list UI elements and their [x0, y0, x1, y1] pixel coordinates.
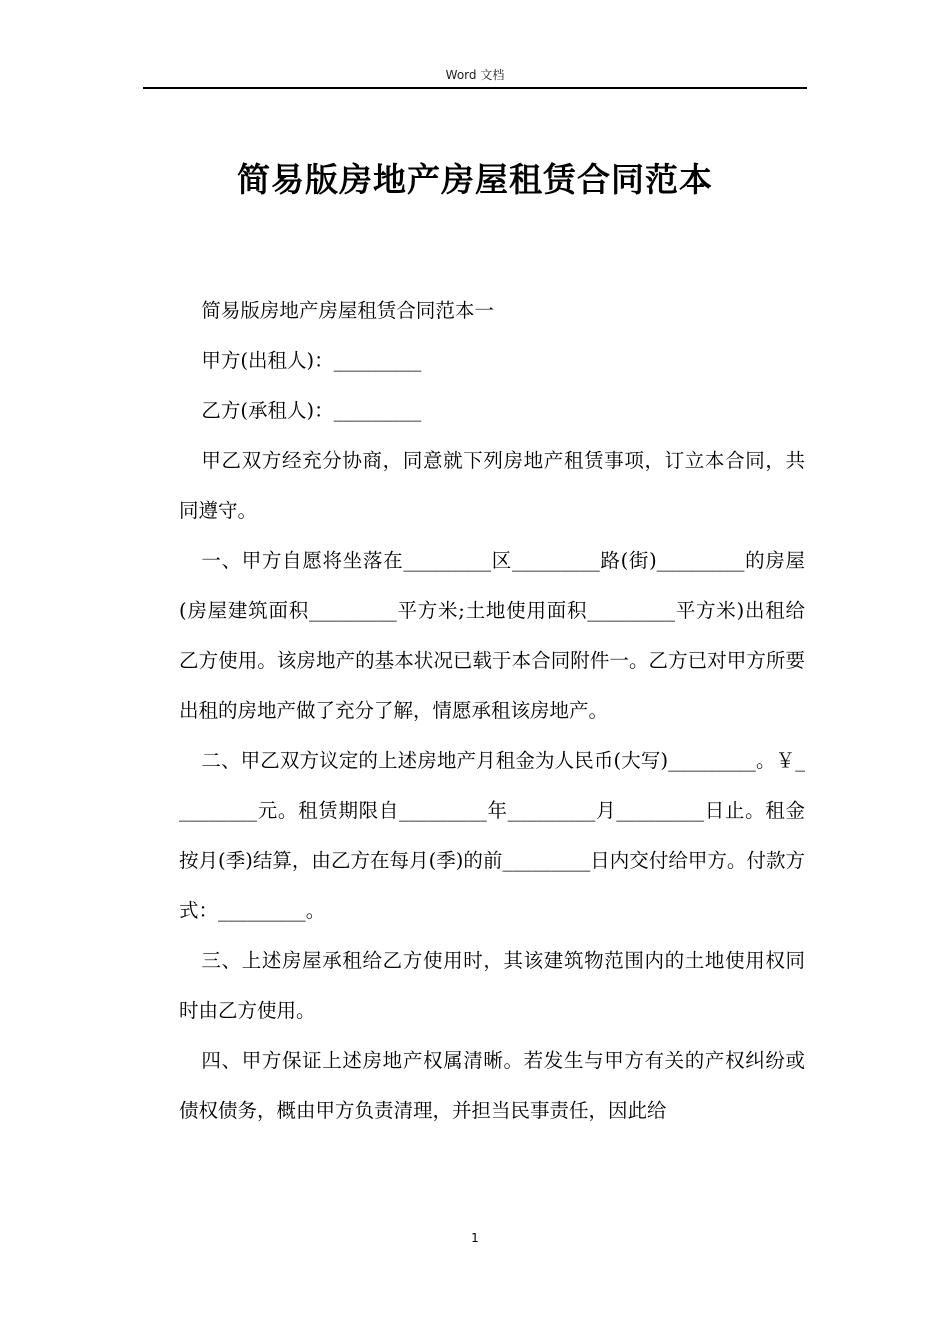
clause-4-paragraph: 四、甲方保证上述房地产权属清晰。若发生与甲方有关的产权纠纷或债权债务，概由甲方负责清理，并担当民事责任，因此给 [179, 1049, 805, 1122]
clause-2-paragraph: 二、甲乙双方议定的上述房地产月租金为人民币(大写)_________。￥_________元。租赁期限自_________年_________月_________日止。租金按月(季)结算，由乙方在每月(季)的前_________日内交付给甲方。付款方式：_________。 [179, 749, 805, 922]
document-title: 简易版房地产房屋租赁合同范本 [237, 160, 713, 199]
clause-3-paragraph: 三、上述房屋承租给乙方使用时，其该建筑物范围内的土地使用权同时由乙方使用。 [179, 949, 805, 1022]
document-body [179, 286, 805, 1136]
page-header-label: Word 文档 [445, 68, 505, 82]
lessee-line: 乙方(承租人)：_________ [201, 399, 422, 422]
clause-1-paragraph: 一、甲方自愿将坐落在_________区_________路(街)_________的房屋(房屋建筑面积_________平方米;土地使用面积_________平方米)出租给乙方使用。该房地产的基本状况已载于本合同附件一。乙方已对甲方所要出租的房地产做了充分了解，情愿承租该房地产。 [179, 549, 805, 722]
lessor-line: 甲方(出租人)：_________ [201, 349, 422, 372]
page-number: 1 [471, 1231, 479, 1245]
header-divider [143, 87, 807, 89]
preamble-paragraph: 甲乙双方经充分协商，同意就下列房地产租赁事项，订立本合同，共同遵守。 [179, 449, 805, 522]
subtitle-paragraph: 简易版房地产房屋租赁合同范本一 [201, 299, 494, 322]
